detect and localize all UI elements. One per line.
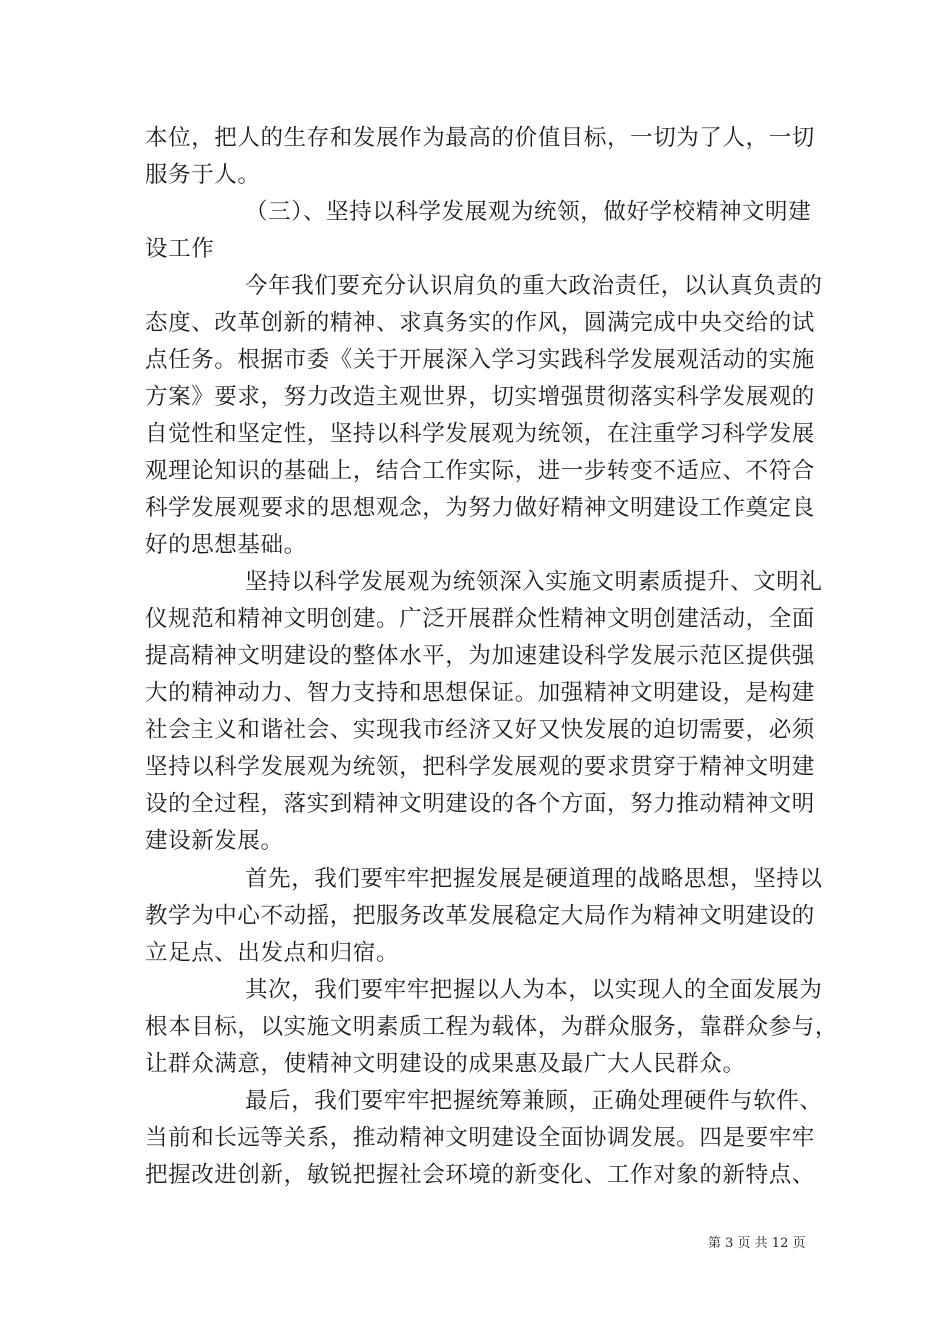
text-line: 服务于人。	[145, 162, 261, 188]
paragraph-start: 今年我们要充分认识肩负的重大政治责任，以认真负责的	[245, 273, 823, 299]
text-line: 根本目标，以实施文明素质工程为载体，为群众服务，靠群众参与，	[145, 1014, 839, 1040]
paragraph-start: 坚持以科学发展观为统领深入实施文明素质提升、文明礼	[245, 569, 823, 595]
text-line: 建设新发展。	[145, 828, 284, 854]
text-line: 仪规范和精神文明创建。广泛开展群众性精神文明创建活动，全面	[145, 606, 815, 632]
text-line: 好的思想基础。	[145, 532, 307, 558]
text-line: 把握改进创新，敏锐把握社会环境的新变化、工作对象的新特点、	[145, 1162, 815, 1188]
text-line: 社会主义和谐社会、实现我市经济又好又快发展的迫切需要，必须	[145, 717, 815, 743]
text-line: 自觉性和坚定性，坚持以科学发展观为统领，在注重学习科学发展	[145, 421, 815, 447]
text-line: 态度、改革创新的精神、求真务实的作风，圆满完成中央交给的试	[145, 310, 815, 336]
text-line: 点任务。根据市委《关于开展深入学习实践科学发展观活动的实施	[145, 347, 815, 373]
text-line: 让群众满意，使精神文明建设的成果惠及最广大人民群众。	[145, 1051, 746, 1077]
paragraph-start: 最后，我们要牢牢把握统筹兼顾，正确处理硬件与软件、	[245, 1088, 823, 1114]
text-line: 设的全过程，落实到精神文明建设的各个方面，努力推动精神文明	[145, 791, 815, 817]
text-line: 提高精神文明建设的整体水平，为加速建设科学发展示范区提供强	[145, 643, 815, 669]
page-number-footer: 第 3 页 共 12 页	[708, 1236, 806, 1251]
paragraph-start: 其次，我们要牢牢把握以人为本，以实现人的全面发展为	[245, 977, 823, 1003]
section-heading: （三）、坚持以科学发展观为统领，做好学校精神文明建	[245, 199, 812, 225]
text-line: 坚持以科学发展观为统领，把科学发展观的要求贯穿于精神文明建	[145, 754, 815, 780]
paragraph-start: 首先，我们要牢牢把握发展是硬道理的战略思想，坚持以	[245, 866, 823, 892]
text-line: 观理论知识的基础上，结合工作实际，进一步转变不适应、不符合	[145, 458, 815, 484]
text-line: 大的精神动力、智力支持和思想保证。加强精神文明建设，是构建	[145, 680, 815, 706]
text-line: 科学发展观要求的思想观念，为努力做好精神文明建设工作奠定良	[145, 495, 815, 521]
text-line: 立足点、出发点和归宿。	[145, 940, 400, 966]
text-line: 教学为中心不动摇，把服务改革发展稳定大局作为精神文明建设的	[145, 903, 815, 929]
text-line: 方案》要求，努力改造主观世界，切实增强贯彻落实科学发展观的	[145, 384, 815, 410]
section-heading: 设工作	[145, 236, 215, 262]
text-line: 当前和长远等关系，推动精神文明建设全面协调发展。四是要牢牢	[145, 1125, 815, 1151]
text-line: 本位，把人的生存和发展作为最高的价值目标，一切为了人，一切	[145, 125, 815, 151]
